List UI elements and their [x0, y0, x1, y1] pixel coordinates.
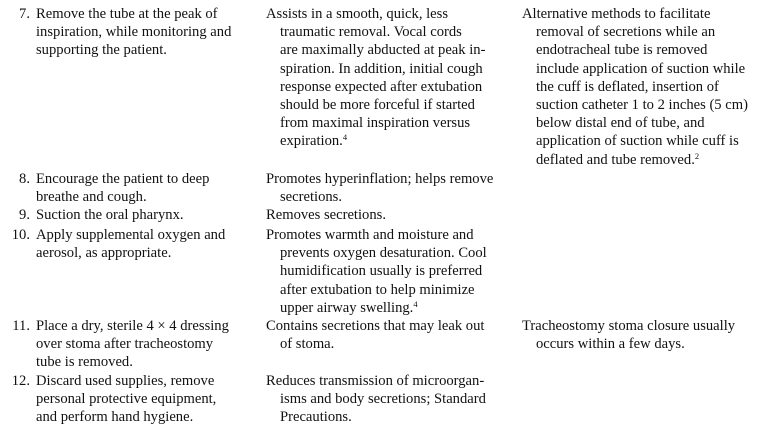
step-number: 7. — [19, 6, 30, 22]
rationale-line: Precautions. — [280, 409, 352, 426]
step-text — [36, 170, 258, 206]
rationale-line: of stoma. — [280, 336, 335, 353]
step-line: supporting the patient. — [36, 42, 167, 59]
step-number: 10. — [11, 227, 30, 243]
rationale-cell — [266, 372, 512, 427]
rationale-cell — [266, 170, 512, 206]
step-line: Encourage the patient to deep — [36, 171, 210, 187]
rationale-line: response expected after extubation — [280, 78, 483, 95]
rationale-line: traumatic removal. Vocal cords — [280, 24, 462, 41]
reference-superscript: 2 — [694, 150, 700, 161]
special-considerations-cell — [522, 5, 766, 169]
rationale-line: prevents oxygen desaturation. Cool — [280, 245, 487, 262]
step-text — [36, 317, 258, 372]
rationale-line — [266, 132, 512, 150]
rationale-cell — [266, 206, 512, 224]
step-text — [36, 206, 258, 224]
special-line: occurs within a few days. — [536, 336, 685, 353]
step-line: aerosol, as appropriate. — [36, 245, 172, 262]
rationale-line: secretions. — [280, 189, 343, 206]
rationale-line: from maximal inspiration versus — [280, 115, 471, 132]
rationale-line: should be more forceful if started — [280, 97, 475, 114]
step-text — [36, 226, 258, 262]
step-line: and perform hand hygiene. — [36, 409, 194, 426]
special-line: removal of secretions while an — [536, 24, 716, 41]
rationale-cell — [266, 317, 512, 353]
step-number: 11. — [12, 318, 30, 334]
rationale-line: Contains secretions that may leak out — [266, 318, 485, 334]
step-line: personal protective equipment, — [36, 391, 217, 408]
special-text: deflated and tube removed. — [536, 151, 695, 168]
reference-superscript: 4 — [413, 298, 418, 309]
special-line: the cuff is deflated, insertion of — [536, 78, 719, 95]
step-line: Remove the tube at the peak of — [36, 6, 218, 22]
rationale-line: Reduces transmission of microorgan- — [266, 373, 485, 389]
step-text — [36, 372, 258, 427]
rationale-line: Promotes hyperinflation; helps remove — [266, 171, 494, 187]
rationale-line: are maximally abducted at peak in- — [280, 42, 486, 59]
rationale-line: after extubation to help minimize — [280, 281, 475, 298]
step-line: breathe and cough. — [36, 189, 147, 206]
rationale-line: Promotes warmth and moisture and — [266, 227, 474, 243]
special-considerations-cell — [522, 317, 766, 353]
step-line: inspiration, while monitoring and — [36, 24, 232, 41]
step-number: 9. — [19, 207, 30, 223]
step-number: 8. — [19, 171, 30, 187]
rationale-line — [266, 299, 512, 317]
reference-superscript: 4 — [342, 132, 348, 143]
special-line: include application of suction while — [536, 60, 746, 77]
step-line: tube is removed. — [36, 354, 133, 371]
rationale-line: isms and body secretions; Standard — [280, 391, 486, 408]
step-line: over stoma after tracheostomy — [36, 336, 214, 353]
rationale-cell — [266, 226, 512, 317]
rationale-text: expiration. — [280, 133, 343, 150]
rationale-line: humidification usually is preferred — [280, 263, 483, 280]
step-line: Discard used supplies, remove — [36, 373, 215, 389]
rationale-text: upper airway swelling. — [280, 299, 414, 316]
special-line: Tracheostomy stoma closure usually — [522, 318, 736, 334]
rationale-line: Assists in a smooth, quick, less — [266, 6, 449, 22]
rationale-line: Removes secretions. — [266, 207, 386, 223]
special-line: application of suction while cuff is — [536, 133, 739, 150]
special-line: below distal end of tube, and — [536, 115, 705, 132]
rationale-cell — [266, 5, 512, 151]
step-number: 12. — [11, 373, 30, 389]
special-line: Alternative methods to facilitate — [522, 6, 711, 22]
step-line: Apply supplemental oxygen and — [36, 227, 226, 243]
special-line: endotracheal tube is removed — [536, 42, 708, 59]
rationale-line: spiration. In addition, initial cough — [280, 60, 483, 77]
step-line: Suction the oral pharynx. — [36, 207, 184, 223]
special-line: suction catheter 1 to 2 inches (5 cm) — [536, 97, 748, 114]
step-text — [36, 5, 258, 60]
step-line: Place a dry, sterile 4 × 4 dressing — [36, 318, 229, 334]
special-line — [522, 151, 766, 169]
